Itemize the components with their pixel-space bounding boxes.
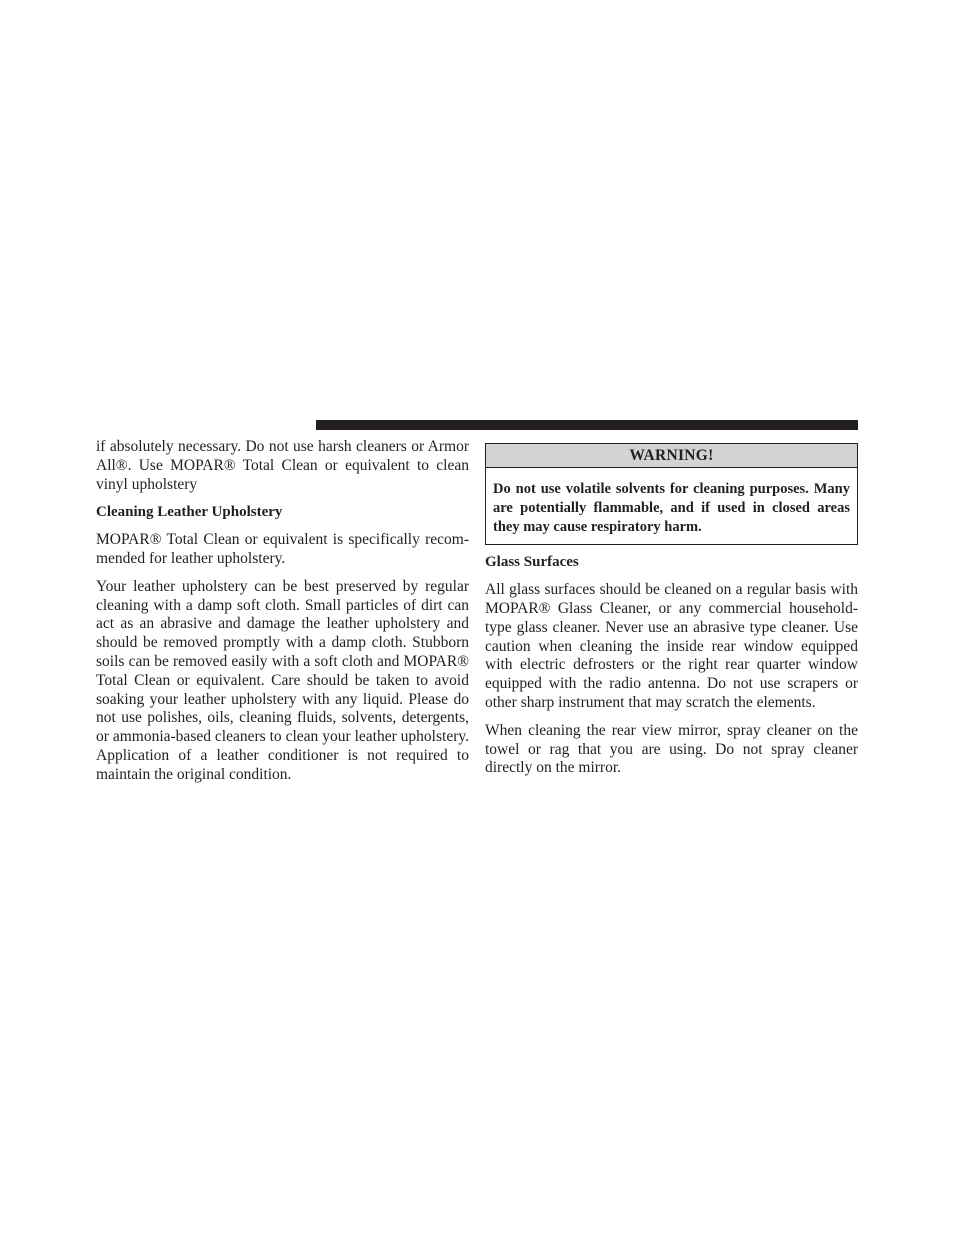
right-column [485,438,858,787]
left-column [96,438,469,794]
leather-heading: Cleaning Leather Upholstery [96,504,283,521]
warning-title: WARNING! [486,444,857,468]
continued-paragraph: if absolutely necessary. Do not use harsh cleaners or Armor All®. Use MOPAR® Total Clean or equivalent to clean vinyl upholstery [96,438,469,493]
section-header-bar [316,420,858,430]
glass-paragraph-2: When cleaning the rear view mirror, spray cleaner on the towel or rag that you are using. Do not spray cleaner directly on the mirror. [485,721,858,777]
glass-paragraph-1: All glass surfaces should be cleaned on a regular basis with MOPAR® Glass Cleaner, or any commercial household-type glass cleaner. Never use an abrasive type cleaner. Use caution when cleaning the inside rear window equipped with electric defrosters or the right rear quarter window equipped with the radio antenna. Do not use scrapers or other sharp instrument that may scratch the elements. [485,581,858,711]
leather-paragraph-2: Your leather upholstery can be best preserved by regular cleaning with a damp soft cloth. Small particles of dirt can act as an abrasive and damage the leather upholstery and should be removed promptly with a damp cloth. Stubborn soils can be removed easily with a soft cloth and MOPAR® Total Clean or equivalent. Care should be taken to avoid soaking your leather upholstery with any liquid. Please do not use polishes, oils, cleaning fluids, solvents, detergents, or ammonia-based cleaners to clean your leather upholstery. Application of a leather conditioner is not required to maintain the original condition. [96,577,469,783]
warning-body: Do not use volatile solvents for cleaning purposes. Many are potentially flammable, and if used in closed areas they may cause respiratory harm. [493,481,850,535]
warning-box [485,443,858,545]
glass-heading: Glass Surfaces [485,554,579,571]
leather-paragraph-1: MOPAR® Total Clean or equivalent is specifically recommended for leather upholstery. [96,531,469,567]
